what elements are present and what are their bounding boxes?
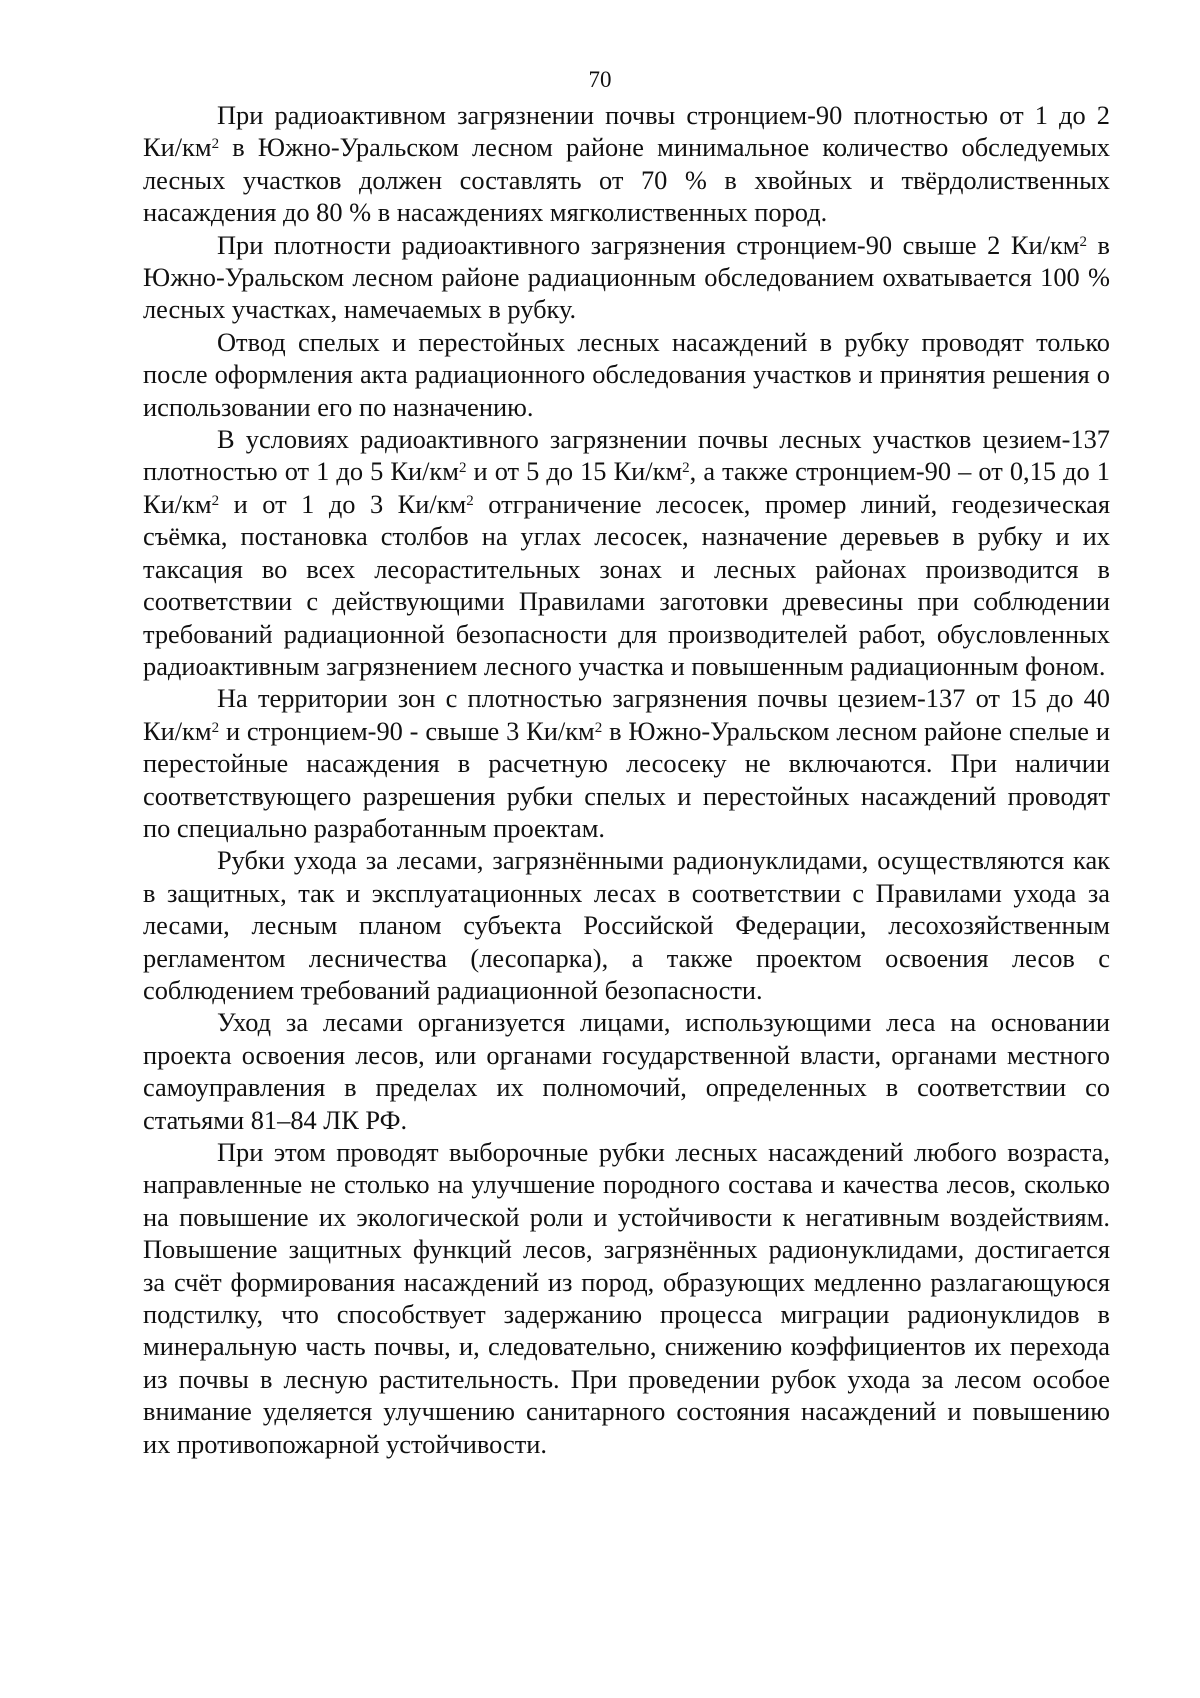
superscript-exponent: 2 <box>211 719 220 736</box>
paragraph-text: При радиоактивном загрязнении почвы стронцием-90 плотностью от 1 до 2 Ки/км <box>143 100 1110 163</box>
paragraph-text: Уход за лесами организуется лицами, использующими леса на основании проекта освоения лесов, или органами государственной власти, органами местного самоуправления в пределах их полномочий, определенных в соответствии со статьями 81–84 ЛК РФ. <box>143 1007 1110 1135</box>
superscript-exponent: 2 <box>211 136 220 153</box>
paragraph-text: , а также стронцием-90 – от 0,15 до 1 Ки/км <box>143 456 1110 519</box>
superscript-exponent: 2 <box>594 719 603 736</box>
paragraph <box>143 682 1110 844</box>
superscript-exponent: 2 <box>466 492 474 509</box>
paragraph-text: При этом проводят выборочные рубки лесных насаждений любого возраста, направленные не столько на улучшение породного состава и качества лесов, сколько на повышение их экологической роли и устойчивости к негативным воздействиям. Повышение защитных функций лесов, загрязнённых радионуклидами, достигается за счёт формирования насаждений из пород, образующих медленно разлагающуюся подстилку, что способствует задержанию процесса миграции радионуклидов в минеральную часть почвы, и, следовательно, снижению коэффициентов их перехода из почвы в лесную растительность. При проведении рубок ухода за лесом особое внимание уделяется улучшению санитарного состояния насаждений и повышению их противопожарной устойчивости. <box>143 1137 1110 1459</box>
paragraph-text: в Южно-Уральском лесном районе минимальное количество обследуемых лесных участков должен составлять от 70 % в хвойных и твёрдолиственных насаждения до 80 % в насаждениях мягколиственных пород. <box>143 132 1110 228</box>
paragraph-text: Отвод спелых и перестойных лесных насаждений в рубку проводят только после оформления акта радиационного обследования участков и принятия решения о использовании его по назначению. <box>143 326 1110 422</box>
paragraph-text: При плотности радиоактивного загрязнения стронцием-90 свыше 2 Ки/км <box>217 229 1080 260</box>
paragraph-text: и от 5 до 15 Ки/км <box>466 456 683 487</box>
page-number: 70 <box>588 67 612 92</box>
superscript-exponent: 2 <box>458 460 467 477</box>
paragraph <box>143 326 1110 423</box>
paragraph <box>143 1006 1110 1136</box>
superscript-exponent: 2 <box>682 460 690 477</box>
paragraph <box>143 423 1110 682</box>
body-text <box>143 99 1110 1460</box>
paragraph-text: в Южно-Уральском лесном районе спелые и перестойные насаждения в расчетную лесосеку не включаются. При наличии соответствующего разрешения рубки спелых и перестойных насаждений проводят по специально разработанным проектам. <box>143 715 1110 843</box>
paragraph-text: в Южно-Уральском лесном районе радиационным обследованием охватывается 100 % лесных участках, намечаемых в рубку. <box>143 229 1110 325</box>
paragraph-text: Рубки ухода за лесами, загрязнёнными радионуклидами, осуществляются как в защитных, так и эксплуатационных лесах в соответствии с Правилами ухода за лесами, лесным планом субъекта Российской Федерации, лесохозяйственным регламентом лесничества (лесопарка), а также проектом освоения лесов с соблюдением требований радиационной безопасности. <box>143 845 1110 1005</box>
superscript-exponent: 2 <box>1079 233 1087 250</box>
paragraph-text: и от 1 до 3 Ки/км <box>219 488 467 519</box>
paragraph-text: отграничение лесосек, промер линий, геодезическая съёмка, постановка столбов на углах лесосек, назначение деревьев в рубку и их таксация во всех лесорастительных зонах и лесных районах производится в соответствии с действующими Правилами заготовки древесины при соблюдении требований радиационной безопасности для производителей работ, обусловленных радиоактивным загрязнением лесного участка и повышенным радиационным фоном. <box>143 488 1110 681</box>
paragraph-text: В условиях радиоактивного загрязнении почвы лесных участков цезием-137 плотностью от 1 до 5 Ки/км <box>143 424 1110 487</box>
paragraph <box>143 844 1110 1006</box>
superscript-exponent: 2 <box>211 492 220 509</box>
paragraph-text: На территории зон с плотностью загрязнения почвы цезием-137 от 15 до 40 Ки/км <box>143 683 1110 746</box>
paragraph <box>143 99 1110 229</box>
paragraph <box>143 229 1110 326</box>
paragraph <box>143 1136 1110 1460</box>
paragraph-text: и стронцием-90 - свыше 3 Ки/км <box>219 715 595 746</box>
